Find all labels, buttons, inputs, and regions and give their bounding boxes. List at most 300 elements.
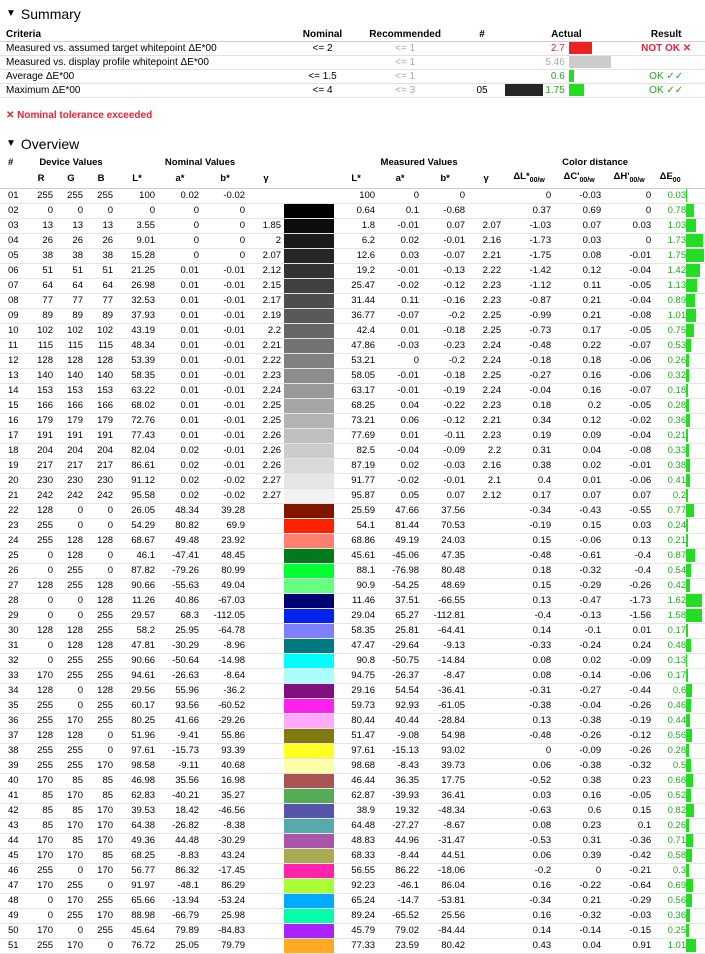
actual-value-cell: 5.46 bbox=[545, 56, 568, 70]
cell-g: 255 bbox=[56, 563, 86, 578]
cell-b: 0 bbox=[86, 518, 116, 533]
cell-mb: 25.56 bbox=[422, 908, 468, 923]
cell-gamma bbox=[248, 668, 284, 683]
cell-b: 170 bbox=[86, 833, 116, 848]
cell-mL: 54.1 bbox=[334, 518, 378, 533]
cell-dC: 0.02 bbox=[554, 458, 604, 473]
cell-mL: 73.21 bbox=[334, 413, 378, 428]
cell-gamma: 2.22 bbox=[248, 353, 284, 368]
cell-b: 140 bbox=[86, 368, 116, 383]
cell-mL: 56.55 bbox=[334, 863, 378, 878]
cell-dE: 0.75 bbox=[654, 323, 686, 338]
cell-num: 28 bbox=[0, 593, 26, 608]
patch-row bbox=[0, 203, 705, 218]
cell-dC: -0.04 bbox=[554, 698, 604, 713]
cell-L: 21.25 bbox=[116, 263, 158, 278]
cell-mb: -0.68 bbox=[422, 203, 468, 218]
cell-r: 0 bbox=[26, 908, 56, 923]
cell-mL: 64.48 bbox=[334, 818, 378, 833]
cell-gamma bbox=[248, 758, 284, 773]
color-swatch bbox=[284, 548, 334, 563]
cell-dL: -0.48 bbox=[504, 548, 554, 563]
cell-L: 45.64 bbox=[116, 923, 158, 938]
cell-mgamma bbox=[468, 938, 504, 953]
delta-e-bar bbox=[686, 833, 705, 848]
cell-dE: 1.42 bbox=[654, 263, 686, 278]
cell-L: 58.35 bbox=[116, 368, 158, 383]
cell-r: 85 bbox=[26, 788, 56, 803]
nominal-cell: <= 4 bbox=[293, 84, 351, 98]
cell-num: 43 bbox=[0, 818, 26, 833]
cell-dC: 0.04 bbox=[554, 938, 604, 953]
cell-b2: -46.56 bbox=[202, 803, 248, 818]
patch-row bbox=[0, 278, 705, 293]
cell-ma: -8.43 bbox=[378, 758, 422, 773]
collapse-triangle-icon[interactable]: ▼ bbox=[6, 138, 16, 149]
cell-mb: 48.69 bbox=[422, 578, 468, 593]
delta-e-bar bbox=[686, 218, 705, 233]
cell-a: -26.82 bbox=[158, 818, 202, 833]
cell-mgamma: 2.22 bbox=[468, 263, 504, 278]
cell-num: 37 bbox=[0, 728, 26, 743]
cell-g: 255 bbox=[56, 743, 86, 758]
cell-ma: -0.01 bbox=[378, 383, 422, 398]
cell-gamma: 1.85 bbox=[248, 218, 284, 233]
cell-dH: -0.19 bbox=[604, 713, 654, 728]
cell-mgamma: 2.25 bbox=[468, 323, 504, 338]
cell-g: 128 bbox=[56, 638, 86, 653]
cell-dC: -0.32 bbox=[554, 908, 604, 923]
cell-a: -9.11 bbox=[158, 758, 202, 773]
cell-dC: 0.38 bbox=[554, 773, 604, 788]
measured-l-header: L* bbox=[334, 170, 378, 188]
cell-mb: 47.35 bbox=[422, 548, 468, 563]
cell-ma: -29.64 bbox=[378, 638, 422, 653]
cell-a: 0 bbox=[158, 218, 202, 233]
cell-a: 0.02 bbox=[158, 443, 202, 458]
cell-r: 85 bbox=[26, 818, 56, 833]
cell-ma: -15.13 bbox=[378, 743, 422, 758]
cell-mb: -28.84 bbox=[422, 713, 468, 728]
cell-dH: -0.4 bbox=[604, 548, 654, 563]
cell-a: 0.01 bbox=[158, 428, 202, 443]
patch-row bbox=[0, 248, 705, 263]
cell-ma: -0.03 bbox=[378, 338, 422, 353]
cell-mb: -0.11 bbox=[422, 428, 468, 443]
cell-mgamma bbox=[468, 758, 504, 773]
cell-b2: -0.01 bbox=[202, 368, 248, 383]
cell-ma: 54.54 bbox=[378, 683, 422, 698]
cell-mb: -0.12 bbox=[422, 278, 468, 293]
color-swatch bbox=[284, 188, 334, 203]
cell-a: 35.56 bbox=[158, 773, 202, 788]
cell-mL: 36.77 bbox=[334, 308, 378, 323]
cell-num: 30 bbox=[0, 623, 26, 638]
cell-b: 0 bbox=[86, 728, 116, 743]
cell-b2: 23.92 bbox=[202, 533, 248, 548]
patch-row bbox=[0, 668, 705, 683]
delta-e-header: $\Delta E_{00}$ bbox=[654, 170, 686, 188]
cell-dH: -1.73 bbox=[604, 593, 654, 608]
cell-num: 11 bbox=[0, 338, 26, 353]
cell-r: 128 bbox=[26, 683, 56, 698]
cell-r: 77 bbox=[26, 293, 56, 308]
cell-L: 80.25 bbox=[116, 713, 158, 728]
cell-dL: 0.15 bbox=[504, 533, 554, 548]
delta-e-bar bbox=[686, 848, 705, 863]
cell-gamma: 2.17 bbox=[248, 293, 284, 308]
cell-dC: -0.14 bbox=[554, 923, 604, 938]
cell-mgamma: 2.23 bbox=[468, 398, 504, 413]
cell-gamma: 2.19 bbox=[248, 308, 284, 323]
cell-r: 85 bbox=[26, 803, 56, 818]
cell-ma: 19.32 bbox=[378, 803, 422, 818]
cell-num: 32 bbox=[0, 653, 26, 668]
patch-row bbox=[0, 398, 705, 413]
cell-b2: -0.01 bbox=[202, 428, 248, 443]
cell-mL: 6.2 bbox=[334, 233, 378, 248]
overview-section-header[interactable] bbox=[0, 134, 705, 154]
cell-dL: -0.2 bbox=[504, 863, 554, 878]
actual-bar bbox=[569, 70, 628, 84]
cell-dH: -0.05 bbox=[604, 398, 654, 413]
cell-mb: -0.13 bbox=[422, 263, 468, 278]
cell-b2: -0.01 bbox=[202, 443, 248, 458]
criteria-cell: Average ΔE*00 bbox=[0, 70, 293, 84]
delta-e-bar bbox=[686, 233, 705, 248]
color-swatch bbox=[284, 608, 334, 623]
cell-mL: 25.59 bbox=[334, 503, 378, 518]
color-swatch bbox=[284, 668, 334, 683]
cell-g: 0 bbox=[56, 503, 86, 518]
delta-e-bar bbox=[686, 788, 705, 803]
cell-b2: -0.02 bbox=[202, 473, 248, 488]
cell-dL: -0.38 bbox=[504, 698, 554, 713]
cell-dL: 0.18 bbox=[504, 398, 554, 413]
delta-e-bar bbox=[686, 563, 705, 578]
cell-mL: 68.33 bbox=[334, 848, 378, 863]
cell-ma: -76.98 bbox=[378, 563, 422, 578]
cell-b: 77 bbox=[86, 293, 116, 308]
cell-r: 128 bbox=[26, 623, 56, 638]
cell-a: 0 bbox=[158, 248, 202, 263]
cell-mb: 0.07 bbox=[422, 218, 468, 233]
delta-e-bar bbox=[686, 818, 705, 833]
cell-r: 255 bbox=[26, 758, 56, 773]
cell-a: -15.73 bbox=[158, 743, 202, 758]
cell-g: 166 bbox=[56, 398, 86, 413]
color-swatch bbox=[284, 878, 334, 893]
cell-g: 242 bbox=[56, 488, 86, 503]
cell-b: 242 bbox=[86, 488, 116, 503]
cell-dL: -0.52 bbox=[504, 773, 554, 788]
cell-b: 255 bbox=[86, 608, 116, 623]
cell-r: 255 bbox=[26, 743, 56, 758]
color-swatch bbox=[284, 533, 334, 548]
cell-dC: -0.1 bbox=[554, 623, 604, 638]
cell-dE: 1.03 bbox=[654, 218, 686, 233]
cell-r: 128 bbox=[26, 503, 56, 518]
cell-dH: -0.26 bbox=[604, 743, 654, 758]
collapse-triangle-icon[interactable]: ▼ bbox=[6, 8, 16, 19]
cell-gamma: 2.12 bbox=[248, 263, 284, 278]
cell-g: 255 bbox=[56, 758, 86, 773]
cell-g: 38 bbox=[56, 248, 86, 263]
cell-a: -30.29 bbox=[158, 638, 202, 653]
cell-g: 170 bbox=[56, 713, 86, 728]
cell-mgamma bbox=[468, 878, 504, 893]
cell-mb: -0.03 bbox=[422, 458, 468, 473]
cell-mL: 11.46 bbox=[334, 593, 378, 608]
cell-a: -50.64 bbox=[158, 653, 202, 668]
cell-b: 26 bbox=[86, 233, 116, 248]
cell-dL: -0.48 bbox=[504, 338, 554, 353]
cell-mL: 12.6 bbox=[334, 248, 378, 263]
cell-num: 50 bbox=[0, 923, 26, 938]
cell-dH: -0.01 bbox=[604, 248, 654, 263]
cell-b2: 39.28 bbox=[202, 503, 248, 518]
recommended-cell: <= 3 bbox=[352, 84, 459, 98]
cell-gamma bbox=[248, 788, 284, 803]
cell-ma: -0.01 bbox=[378, 263, 422, 278]
cell-dL: 0.03 bbox=[504, 788, 554, 803]
color-swatch bbox=[284, 698, 334, 713]
delta-e-bar bbox=[686, 713, 705, 728]
cell-r: 255 bbox=[26, 698, 56, 713]
cell-gamma: 2.26 bbox=[248, 428, 284, 443]
cell-b: 170 bbox=[86, 908, 116, 923]
cell-b: 0 bbox=[86, 203, 116, 218]
cell-a: 0.01 bbox=[158, 323, 202, 338]
cell-b: 166 bbox=[86, 398, 116, 413]
cell-g: 255 bbox=[56, 878, 86, 893]
cell-r: 255 bbox=[26, 188, 56, 203]
cell-dH: 0.03 bbox=[604, 218, 654, 233]
actual-value-cell: 2.7 bbox=[545, 42, 568, 56]
cell-mL: 47.47 bbox=[334, 638, 378, 653]
delta-e-bar bbox=[686, 428, 705, 443]
nominal-gamma-header: γ bbox=[248, 170, 284, 188]
cell-r: 170 bbox=[26, 878, 56, 893]
cell-dL: 0.13 bbox=[504, 713, 554, 728]
patch-row bbox=[0, 938, 705, 953]
cell-mL: 63.17 bbox=[334, 383, 378, 398]
summary-table bbox=[0, 28, 705, 98]
delta-e-bar bbox=[686, 743, 705, 758]
cell-b2: -112.05 bbox=[202, 608, 248, 623]
cell-ma: 0.05 bbox=[378, 488, 422, 503]
cell-mL: 53.21 bbox=[334, 353, 378, 368]
cell-mb: -0.18 bbox=[422, 368, 468, 383]
cell-r: 89 bbox=[26, 308, 56, 323]
patch-row bbox=[0, 593, 705, 608]
cell-b2: -0.01 bbox=[202, 293, 248, 308]
cell-ma: -0.01 bbox=[378, 368, 422, 383]
cell-dE: 0.78 bbox=[654, 203, 686, 218]
patch-number-cell bbox=[459, 56, 506, 70]
cell-g: 140 bbox=[56, 368, 86, 383]
cell-dE: 0.46 bbox=[654, 698, 686, 713]
cell-mgamma bbox=[468, 713, 504, 728]
cell-b2: -30.29 bbox=[202, 833, 248, 848]
cell-mb: -0.09 bbox=[422, 443, 468, 458]
cell-dH: 0 bbox=[604, 203, 654, 218]
patch-row bbox=[0, 833, 705, 848]
cell-dH: 0 bbox=[604, 233, 654, 248]
criteria-cell: Measured vs. assumed target whitepoint ΔE*00 bbox=[0, 42, 293, 56]
cell-dL: -0.33 bbox=[504, 638, 554, 653]
color-swatch bbox=[284, 413, 334, 428]
cell-mgamma bbox=[468, 503, 504, 518]
cell-b2: -29.26 bbox=[202, 713, 248, 728]
cell-b2: -0.01 bbox=[202, 353, 248, 368]
cell-mL: 82.5 bbox=[334, 443, 378, 458]
cell-ma: 0 bbox=[378, 353, 422, 368]
delta-e-bar bbox=[686, 938, 705, 953]
cell-num: 17 bbox=[0, 428, 26, 443]
cell-mgamma bbox=[468, 863, 504, 878]
cell-ma: 0.02 bbox=[378, 233, 422, 248]
cell-dC: 0 bbox=[554, 863, 604, 878]
cell-dL: 0.08 bbox=[504, 818, 554, 833]
cell-L: 63.22 bbox=[116, 383, 158, 398]
cell-num: 24 bbox=[0, 533, 26, 548]
cell-dL: -0.4 bbox=[504, 608, 554, 623]
cell-b: 153 bbox=[86, 383, 116, 398]
cell-dH: -0.02 bbox=[604, 413, 654, 428]
cell-dE: 0.52 bbox=[654, 788, 686, 803]
cell-dL: -0.19 bbox=[504, 518, 554, 533]
cell-dC: 0.15 bbox=[554, 518, 604, 533]
cell-mb: 70.53 bbox=[422, 518, 468, 533]
patch-row bbox=[0, 878, 705, 893]
actual-value-cell: 0.6 bbox=[545, 70, 568, 84]
cell-g: 204 bbox=[56, 443, 86, 458]
patch-row bbox=[0, 323, 705, 338]
cell-gamma bbox=[248, 593, 284, 608]
cell-dC: 0.22 bbox=[554, 338, 604, 353]
cell-b: 170 bbox=[86, 803, 116, 818]
cell-mb: 37.56 bbox=[422, 503, 468, 518]
cell-b2: -0.01 bbox=[202, 413, 248, 428]
cell-b2: -0.01 bbox=[202, 278, 248, 293]
cell-dH: -0.04 bbox=[604, 293, 654, 308]
color-swatch bbox=[284, 383, 334, 398]
color-swatch bbox=[284, 743, 334, 758]
cell-b2: 40.68 bbox=[202, 758, 248, 773]
cell-r: 170 bbox=[26, 773, 56, 788]
cell-mL: 25.47 bbox=[334, 278, 378, 293]
cell-a: 0.01 bbox=[158, 338, 202, 353]
g-header: G bbox=[56, 170, 86, 188]
cell-dE: 0.42 bbox=[654, 578, 686, 593]
delta-e-bar bbox=[686, 623, 705, 638]
cell-ma: 86.22 bbox=[378, 863, 422, 878]
cell-dC: -0.03 bbox=[554, 188, 604, 203]
cell-dE: 1.58 bbox=[654, 608, 686, 623]
cell-ma: -39.93 bbox=[378, 788, 422, 803]
result-cell: NOT OK ✕ bbox=[627, 42, 705, 56]
cell-mgamma: 2.12 bbox=[468, 488, 504, 503]
cell-a: 0.01 bbox=[158, 383, 202, 398]
cell-b: 0 bbox=[86, 548, 116, 563]
cell-dE: 0.56 bbox=[654, 728, 686, 743]
actual-bar bbox=[569, 56, 628, 70]
cell-b2: 35.27 bbox=[202, 788, 248, 803]
cell-L: 100 bbox=[116, 188, 158, 203]
cell-a: -13.94 bbox=[158, 893, 202, 908]
cell-b: 0 bbox=[86, 743, 116, 758]
cell-gamma bbox=[248, 893, 284, 908]
color-swatch bbox=[284, 923, 334, 938]
nominal-l-header: L* bbox=[116, 170, 158, 188]
cell-b: 128 bbox=[86, 593, 116, 608]
cell-gamma bbox=[248, 713, 284, 728]
cell-dH: -0.36 bbox=[604, 833, 654, 848]
cell-L: 76.72 bbox=[116, 938, 158, 953]
cell-ma: 92.93 bbox=[378, 698, 422, 713]
cell-dE: 1.73 bbox=[654, 233, 686, 248]
cell-L: 0 bbox=[116, 203, 158, 218]
cell-num: 05 bbox=[0, 248, 26, 263]
delta-e-bar bbox=[686, 443, 705, 458]
cell-dC: 0.16 bbox=[554, 368, 604, 383]
cell-num: 01 bbox=[0, 188, 26, 203]
recommended-cell: <= 1 bbox=[352, 56, 459, 70]
cell-a: 0 bbox=[158, 203, 202, 218]
cell-mb: -0.19 bbox=[422, 383, 468, 398]
cell-ma: 81.44 bbox=[378, 518, 422, 533]
cell-dC: -0.47 bbox=[554, 593, 604, 608]
cell-b: 170 bbox=[86, 863, 116, 878]
cell-gamma bbox=[248, 818, 284, 833]
cell-b2: 0 bbox=[202, 203, 248, 218]
cell-b2: 0 bbox=[202, 218, 248, 233]
cell-g: 13 bbox=[56, 218, 86, 233]
delta-e-bar bbox=[686, 248, 705, 263]
color-swatch bbox=[284, 338, 334, 353]
color-swatch bbox=[284, 398, 334, 413]
cell-g: 85 bbox=[56, 833, 86, 848]
cell-num: 42 bbox=[0, 803, 26, 818]
measured-a-header: a* bbox=[378, 170, 422, 188]
cell-dL: -1.42 bbox=[504, 263, 554, 278]
cell-dL: -0.04 bbox=[504, 383, 554, 398]
cell-num: 12 bbox=[0, 353, 26, 368]
cell-g: 64 bbox=[56, 278, 86, 293]
cell-dH: -0.08 bbox=[604, 443, 654, 458]
cell-dC: 0.2 bbox=[554, 398, 604, 413]
cell-dC: 0.6 bbox=[554, 803, 604, 818]
cell-L: 60.17 bbox=[116, 698, 158, 713]
cell-b2: -67.03 bbox=[202, 593, 248, 608]
cell-dH: 0.03 bbox=[604, 518, 654, 533]
cell-b: 13 bbox=[86, 218, 116, 233]
cell-dH: -0.09 bbox=[604, 653, 654, 668]
cell-gamma: 2.27 bbox=[248, 488, 284, 503]
cell-gamma: 2 bbox=[248, 233, 284, 248]
delta-e-bar bbox=[686, 773, 705, 788]
cell-mL: 31.44 bbox=[334, 293, 378, 308]
summary-section-header[interactable] bbox=[0, 4, 705, 24]
cell-L: 77.43 bbox=[116, 428, 158, 443]
color-swatch bbox=[284, 893, 334, 908]
cell-gamma bbox=[248, 908, 284, 923]
cell-dE: 0.3 bbox=[654, 863, 686, 878]
measured-gamma-header: γ bbox=[468, 170, 504, 188]
tolerance-warning: ✕ Nominal tolerance exceeded bbox=[6, 110, 153, 121]
cell-b2: -0.01 bbox=[202, 398, 248, 413]
